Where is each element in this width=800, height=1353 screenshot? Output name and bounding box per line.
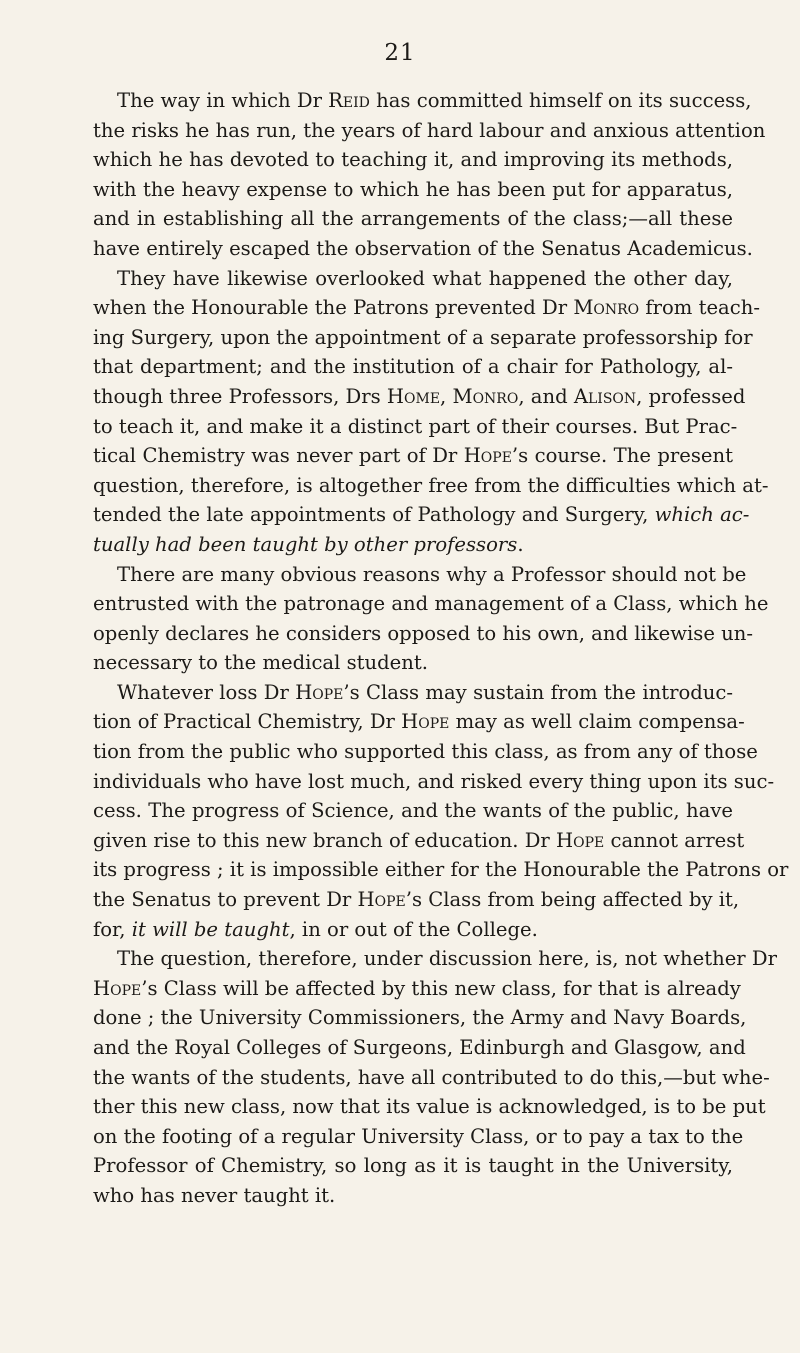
text-segment: with the heavy expense to which he has been put for apparatus, xyxy=(93,177,733,201)
text-line xyxy=(93,915,733,945)
text-line xyxy=(93,500,750,530)
text-line xyxy=(93,441,733,471)
paragraph xyxy=(93,944,777,1210)
body-text xyxy=(93,86,789,1211)
text-line xyxy=(93,678,733,708)
text-segment: its progress ; it is impossible either for the Honourable the Patrons or xyxy=(93,858,789,882)
text-line xyxy=(93,707,745,737)
text-segment: Hope xyxy=(401,710,450,734)
paragraph xyxy=(93,264,769,560)
text-line xyxy=(93,1122,744,1152)
text-line xyxy=(93,974,741,1004)
text-line xyxy=(93,116,766,146)
text-line xyxy=(93,1003,747,1033)
text-segment: tion from the public who supported this class, as from any of those xyxy=(93,740,758,764)
text-line xyxy=(93,530,733,560)
text-line xyxy=(93,1063,770,1093)
text-segment: and the Royal Colleges of Surgeons, Edinburgh and Glasgow, and xyxy=(93,1036,746,1059)
text-segment: . xyxy=(517,532,524,556)
text-line xyxy=(93,885,740,915)
text-segment: tion of Practical Chemistry, Dr xyxy=(93,710,402,734)
text-segment: Monro xyxy=(573,296,640,320)
text-segment: Hope xyxy=(556,828,605,852)
text-line xyxy=(93,204,733,234)
text-segment: has committed himself on its success, xyxy=(369,89,752,112)
text-line xyxy=(93,323,753,353)
text-segment: have entirely escaped the observation of the Senatus Academicus. xyxy=(93,236,753,260)
text-segment: Hope xyxy=(93,976,142,1000)
text-line xyxy=(93,1151,733,1181)
text-segment: Reid xyxy=(328,89,370,112)
text-segment: ’s Class may sustain from the introduc- xyxy=(343,680,733,704)
text-line xyxy=(93,1033,746,1063)
text-segment: the wants of the students, have all contributed to do this,—but whe- xyxy=(93,1065,770,1089)
text-segment: , in or out of the College. xyxy=(289,917,538,941)
text-segment: Whatever loss Dr xyxy=(117,680,296,704)
text-line xyxy=(93,648,733,678)
text-segment: ’s Class will be affected by this new class, for that is already xyxy=(141,976,741,1000)
text-segment: cannot arrest xyxy=(604,828,745,852)
text-segment: There are many obvious reasons why a Professor should not be xyxy=(117,562,747,586)
text-line xyxy=(93,767,775,797)
text-segment: , xyxy=(440,384,453,408)
text-segment: , professed xyxy=(636,384,746,408)
text-line xyxy=(93,86,752,116)
text-segment: on the footing of a regular University Class, or to pay a tax to the xyxy=(93,1124,744,1148)
paragraph xyxy=(93,86,766,264)
text-segment: given rise to this new branch of education. Dr xyxy=(93,828,557,852)
text-segment: tended the late appointments of Pathology and Surgery, xyxy=(93,503,655,527)
text-segment: and in establishing all the arrangements of the class;—all these xyxy=(93,207,733,231)
text-segment: from teach- xyxy=(639,296,760,320)
text-line xyxy=(93,589,769,619)
text-segment: the Senatus to prevent Dr xyxy=(93,888,358,912)
text-segment: ther this new class, now that its value is acknowledged, is to be put xyxy=(93,1095,766,1119)
text-segment: tical Chemistry was never part of Dr xyxy=(93,444,464,468)
text-line xyxy=(93,175,733,205)
text-segment: necessary to the medical student. xyxy=(93,651,428,675)
text-segment: ’s Class from being affected by it, xyxy=(405,888,740,912)
text-line xyxy=(93,352,733,382)
text-segment: to teach it, and make it a distinct part of their courses. But Prac- xyxy=(93,414,738,438)
text-segment: done ; the University Commissioners, the Army and Navy Boards, xyxy=(93,1006,747,1030)
text-segment: may as well claim compensa- xyxy=(449,710,745,734)
text-segment: cess. The progress of Science, and the wants of the public, have xyxy=(93,799,733,823)
text-segment: the risks he has run, the years of hard labour and anxious attention xyxy=(93,118,766,142)
text-line xyxy=(93,796,733,826)
text-segment: Alison xyxy=(573,384,637,408)
text-segment: which he has devoted to teaching it, and improving its methods, xyxy=(93,148,733,172)
text-line xyxy=(93,826,745,856)
text-line xyxy=(93,1181,733,1211)
text-line xyxy=(93,412,738,442)
text-segment: that department; and the institution of a chair for Pathology, al- xyxy=(93,355,733,379)
text-segment: which ac- xyxy=(654,503,750,527)
text-segment: who has never taught it. xyxy=(93,1183,336,1207)
text-segment: Hope xyxy=(295,680,344,704)
paragraph xyxy=(93,678,789,944)
text-segment: it will be taught xyxy=(131,917,290,941)
paragraph xyxy=(93,560,769,678)
text-segment: Hope xyxy=(463,444,512,468)
text-segment: though three Professors, Drs xyxy=(93,384,387,408)
text-segment: tually had been taught by other professors xyxy=(93,532,518,556)
text-line xyxy=(93,145,733,175)
text-segment: Hope xyxy=(357,888,406,912)
text-segment: The question, therefore, under discussion here, is, not whether Dr xyxy=(117,947,777,971)
text-segment: when the Honourable the Patrons prevented Dr xyxy=(93,296,574,320)
text-segment: They have likewise overlooked what happened the other day, xyxy=(117,266,733,290)
text-segment: individuals who have lost much, and risked every thing upon its suc- xyxy=(93,769,775,793)
text-line xyxy=(93,382,746,412)
text-line xyxy=(93,855,789,885)
text-line xyxy=(93,234,753,264)
text-line xyxy=(93,1092,766,1122)
text-segment: ’s course. The present xyxy=(511,444,734,468)
text-line xyxy=(93,619,754,649)
text-segment: ing Surgery, upon the appointment of a separate professorship for xyxy=(93,325,753,349)
text-segment: Professor of Chemistry, so long as it is taught in the University, xyxy=(93,1154,733,1178)
text-line xyxy=(93,944,777,974)
text-line xyxy=(93,293,760,323)
text-segment: question, therefore, is altogether free from the difficulties which at- xyxy=(93,473,769,497)
text-segment: Monro xyxy=(452,384,519,408)
text-segment: Home xyxy=(386,384,441,408)
text-segment: for, xyxy=(93,917,132,941)
text-segment: openly declares he considers opposed to his own, and likewise un- xyxy=(93,621,754,645)
text-line xyxy=(93,471,769,501)
text-segment: entrusted with the patronage and management of a Class, which he xyxy=(93,592,769,616)
page-number: 21 xyxy=(384,40,416,66)
text-segment: , and xyxy=(518,384,574,408)
text-line xyxy=(93,560,747,590)
text-line xyxy=(93,737,758,767)
text-segment: The way in which Dr xyxy=(117,89,329,112)
text-line xyxy=(93,264,733,294)
